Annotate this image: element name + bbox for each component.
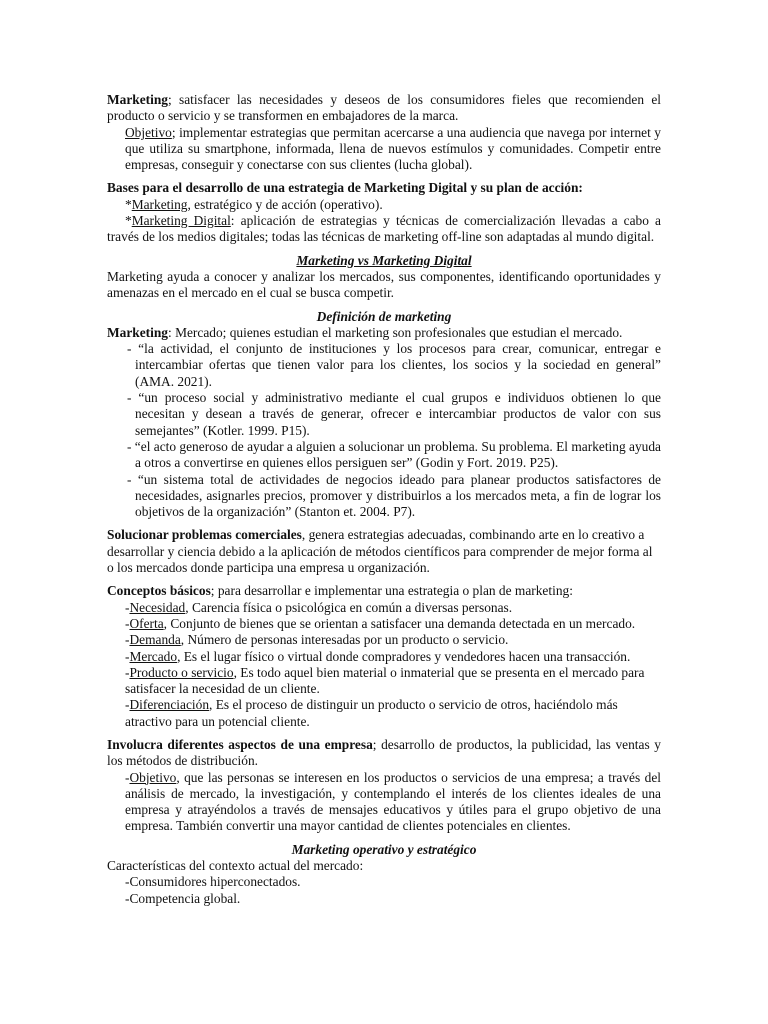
concept-item: -Oferta, Conjunto de bienes que se orientan a satisfacer una demanda detectada en un mercado. <box>125 615 636 631</box>
definicion-paragraph <box>107 325 661 341</box>
definicion-text: : Mercado; quienes estudian el marketing son profesionales que estudian el mercado. <box>168 324 623 340</box>
quote-item: - “un proceso social y administrativo mediante el cual grupos e individuos obtienen lo que necesitan y desean a través de generar, ofrecer e intercambiar productos de valor con sus semejantes” (Kotler. 1999. P15). <box>127 390 661 438</box>
objetivo-paragraph <box>107 125 661 174</box>
operativo-item: -Competencia global. <box>125 890 241 906</box>
quote-item: - “el acto generoso de ayudar a alguien a solucionar un problema. Su problema. El marketing ayuda a otros a convertirse en quienes ellos persiguen ser” (Godin y Fort. 2019. P25). <box>127 438 661 471</box>
bases-heading-text: Bases para el desarrollo de una estrategia de Marketing Digital y su plan de acción: <box>107 180 583 196</box>
definicion-term: Marketing <box>107 324 168 340</box>
concept-text: , Es todo aquel bien material o inmaterial que se presenta en el mercado para satisfacer la necesidad de un cliente. <box>125 664 645 697</box>
concept-text: , Es el proceso de distinguir un producto o servicio de otros, haciéndolo más atractivo para un potencial cliente. <box>125 697 618 729</box>
solucionar-paragraph <box>107 527 661 576</box>
section-title-definicion: Definición de marketing <box>316 308 452 324</box>
section-title-vs-text: Marketing vs Marketing Digital <box>296 252 472 268</box>
concept-item: -Mercado, Es el lugar físico o virtual donde compradores y vendedores hacen una transacción. <box>125 648 631 664</box>
bullet-star: * <box>125 213 132 229</box>
conceptos-text: ; para desarrollar e implementar una estrategia o plan de marketing: <box>210 583 573 599</box>
bases-item-text: : aplicación de estrategias y técnicas de comercialización llevadas a cabo a través de los medios digitales; todas las técnicas de marketing off-line son adaptadas al mundo digital. <box>107 213 661 245</box>
solucionar-text: , genera estrategias adecuadas, combinando arte en lo creativo a desarrollar y ciencia debido a la aplicación de métodos científicos para comprender de mejor forma al o los mercados donde participa una empresa u organización. <box>107 527 653 576</box>
concept-label: Necesidad <box>129 599 186 615</box>
vs-paragraph: Marketing ayuda a conocer y analizar los mercados, sus componentes, identificando oportunidades y amenazas en el mercado en el cual se busca competir. <box>107 268 661 301</box>
bases-item-marketing <box>107 197 661 213</box>
concept-text: , Número de personas interesadas por un producto o servicio. <box>180 632 509 648</box>
section-title-operativo: Marketing operativo y estratégico <box>291 841 477 857</box>
quote-item: - “un sistema total de actividades de negocios ideado para planear productos satisfactores de necesidades, asignarles precios, promover y distribuirlos a los mercados meta, a fin de lograr los objetivos de la organización” (Stanton et. 2004. P7). <box>127 471 661 520</box>
involucra-objetivo-label: Objetivo <box>129 769 177 785</box>
involucra-objetivo-text: , que las personas se interesen en los productos o servicios de una empresa; a través del análisis de mercado, la investigación, y contemplando el interés de los clientes ideales de una empresa y atrayéndolos a través de mensajes educativos y útiles para el grupo objetivo de una empresa. También convertir una mayor cantidad de clientes potenciales en clientes. <box>125 769 661 834</box>
concept-text: , Conjunto de bienes que se orientan a satisfacer una demanda detectada en un mercado. <box>163 615 636 631</box>
section-title-vs <box>107 253 661 269</box>
involucra-text: ; desarrollo de productos, la publicidad, las ventas y los métodos de distribución. <box>107 736 661 769</box>
concept-text: , Es el lugar físico o virtual donde compradores y vendedores hacen una transacción. <box>177 648 631 664</box>
concept-label: Diferenciación <box>129 697 210 713</box>
bases-heading <box>107 180 661 196</box>
quote-item: - “la actividad, el conjunto de instituciones y los procesos para crear, comunicar, entregar e intercambiar ofertas que tienen valor para los clientes, los socios y la sociedad en general” (AMA. 2021). <box>127 341 661 389</box>
involucra-term: Involucra diferentes aspectos de una empresa <box>107 736 373 752</box>
marketing-text: ; satisfacer las necesidades y deseos de los consumidores fieles que recomienden el producto o servicio y se transformen en embajadores de la marca. <box>107 92 661 124</box>
concept-label: Demanda <box>129 632 181 648</box>
marketing-term: Marketing <box>107 92 168 107</box>
concept-text: , Carencia física o psicológica en común a diversas personas. <box>185 599 513 615</box>
concept-label: Mercado <box>129 648 178 664</box>
operativo-item: -Consumidores hiperconectados. <box>125 874 301 890</box>
involucra-objetivo-paragraph: -Objetivo, que las personas se interesen en los productos o servicios de una empresa; a través del análisis de mercado, la investigación, y contemplando el interés de los clientes ideales de una empresa y atrayéndolos a través de mensajes educativos y útiles para el grupo objetivo de una empresa. También convertir una mayor cantidad de clientes potenciales en clientes. <box>125 769 661 834</box>
concept-label: Oferta <box>129 615 164 631</box>
concept-item: -Diferenciación, Es el proceso de distinguir un producto o servicio de otros, haciéndolo más atractivo para un potencial cliente. <box>125 697 618 729</box>
objetivo-label: Objetivo <box>125 124 172 140</box>
conceptos-term: Conceptos básicos <box>107 583 211 599</box>
bullet-star: * <box>125 196 132 212</box>
document-body <box>107 92 661 907</box>
conceptos-paragraph <box>107 583 661 599</box>
solucionar-term: Solucionar problemas comerciales <box>107 527 302 543</box>
objetivo-text: ; implementar estrategias que permitan acercarse a una audiencia que navega por internet y que utiliza su smartphone, informada, llena de nuevos estímulos y comunidades. Competir entre empresas, conseguir y conectarse con sus clientes (lucha global). <box>125 124 661 173</box>
bases-item-label: Marketing <box>131 196 188 212</box>
bases-item-text: , estratégico y de acción (operativo). <box>187 196 383 212</box>
concept-item: -Necesidad, Carencia física o psicológica en común a diversas personas. <box>125 599 513 615</box>
concept-label: Producto o servicio <box>129 664 234 680</box>
concept-item: -Demanda, Número de personas interesadas por un producto o servicio. <box>125 632 509 648</box>
concept-item: -Producto o servicio, Es todo aquel bien material o inmaterial que se presenta en el mercado para satisfacer la necesidad de un cliente. <box>125 664 645 697</box>
involucra-paragraph <box>107 737 661 770</box>
marketing-paragraph <box>107 92 661 125</box>
bases-item-marketing-digital <box>107 213 661 246</box>
operativo-intro: Características del contexto actual del mercado: <box>107 858 364 874</box>
bases-item-label: Marketing Digital <box>131 213 231 229</box>
